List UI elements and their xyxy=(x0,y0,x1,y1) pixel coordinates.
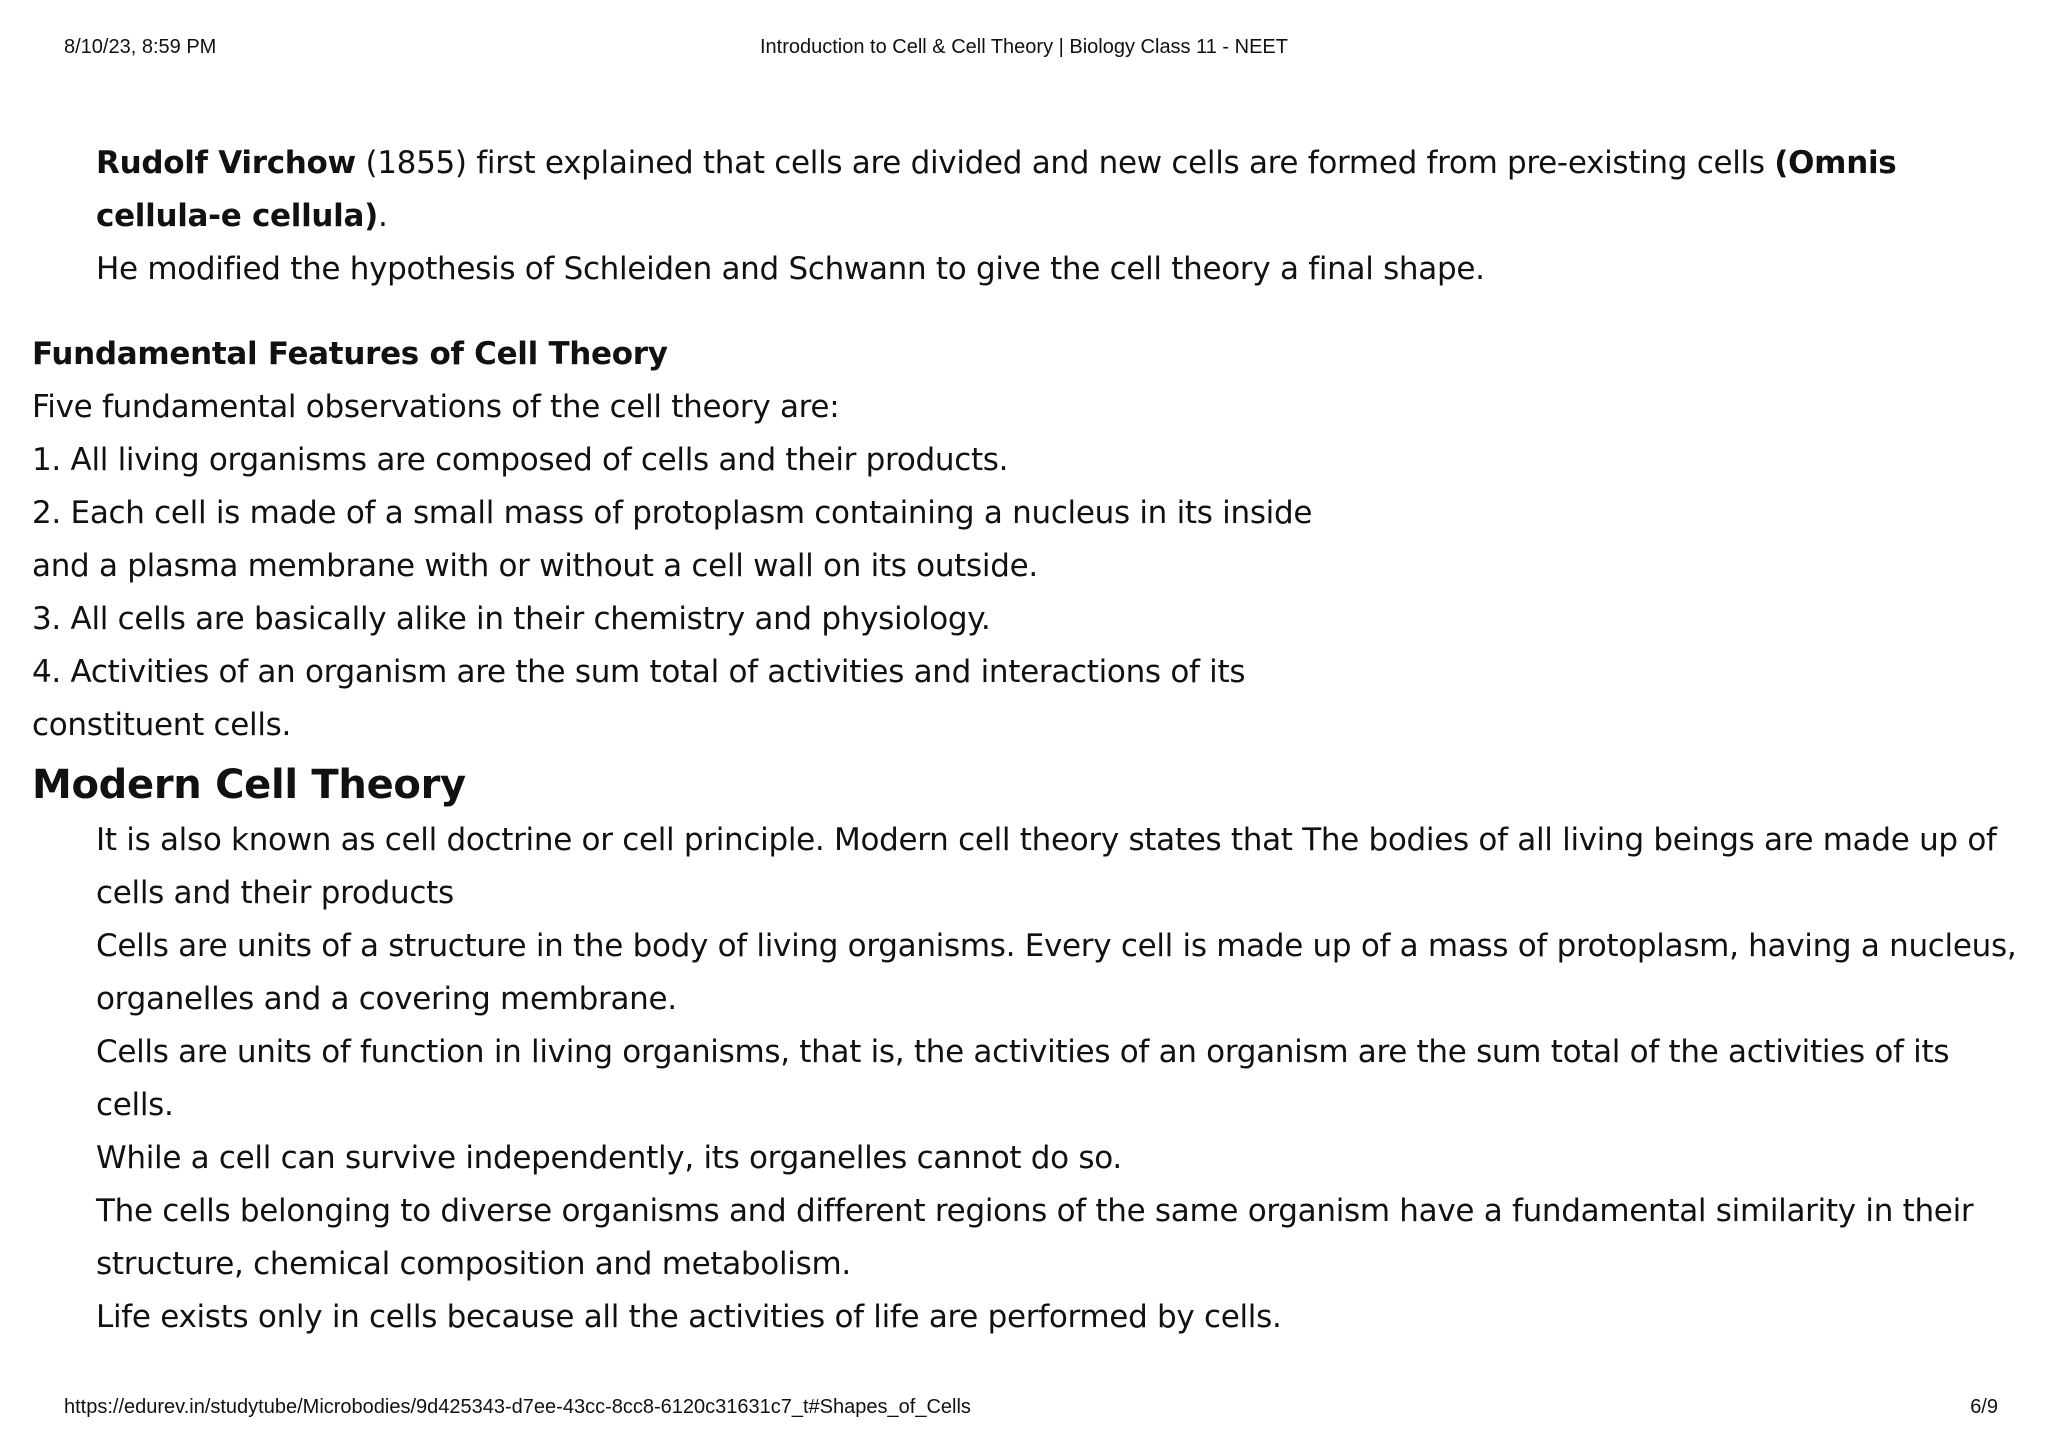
virchow-text: (1855) first explained that cells are divided and new cells are formed from pre-existing cells xyxy=(355,145,1775,181)
fundamental-line: and a plasma membrane with or without a cell wall on its outside. xyxy=(32,548,1038,584)
modern-section xyxy=(32,814,2022,1344)
fundamental-line: 2. Each cell is made of a small mass of protoplasm containing a nucleus in its inside xyxy=(32,495,1313,531)
document-body xyxy=(32,137,2022,1344)
fundamental-intro: Five fundamental observations of the cell theory are: xyxy=(32,389,840,425)
modern-paragraph: While a cell can survive independently, its organelles cannot do so. xyxy=(96,1140,1122,1176)
fundamental-line: 4. Activities of an organism are the sum total of activities and interactions of its xyxy=(32,654,1246,690)
fundamental-heading: Fundamental Features of Cell Theory xyxy=(32,336,668,372)
virchow-section xyxy=(32,137,2022,296)
virchow-paragraph xyxy=(96,137,2022,243)
print-page-title: Introduction to Cell & Cell Theory | Biology Class 11 - NEET xyxy=(759,36,1288,58)
fundamental-line: constituent cells. xyxy=(32,707,292,743)
virchow-latin-phrase: (Omnis cellula-e cellula) xyxy=(96,145,1897,234)
fundamental-line: 1. All living organisms are composed of cells and their products. xyxy=(32,442,1009,478)
print-page-number: 6/9 xyxy=(1970,1396,1998,1418)
virchow-modified-line: He modified the hypothesis of Schleiden and Schwann to give the cell theory a final shape. xyxy=(96,251,1485,287)
modern-paragraph: Cells are units of a structure in the body of living organisms. Every cell is made up of a mass of protoplasm, having a nucleus, organelles and a covering membrane. xyxy=(96,928,2017,1017)
modern-paragraph: Life exists only in cells because all the activities of life are performed by cells. xyxy=(96,1299,1282,1335)
modern-paragraph: Cells are units of function in living organisms, that is, the activities of an organism are the sum total of the activities of its cells. xyxy=(96,1034,1950,1123)
modern-paragraph: The cells belonging to diverse organisms and different regions of the same organism have a fundamental similarity in their structure, chemical composition and metabolism. xyxy=(96,1193,1974,1282)
print-footer-url: https://edurev.in/studytube/Microbodies/9d425343-d7ee-43cc-8cc8-6120c31631c7_t#Shapes_of_Cells xyxy=(64,1396,971,1418)
virchow-period: . xyxy=(378,198,388,234)
print-datetime: 8/10/23, 8:59 PM xyxy=(64,36,217,58)
modern-heading: Modern Cell Theory xyxy=(32,762,466,808)
fundamental-line: 3. All cells are basically alike in their chemistry and physiology. xyxy=(32,601,991,637)
virchow-name: Rudolf Virchow xyxy=(96,145,356,181)
modern-paragraph: It is also known as cell doctrine or cell principle. Modern cell theory states that The bodies of all living beings are made up of cells and their products xyxy=(96,822,1997,911)
